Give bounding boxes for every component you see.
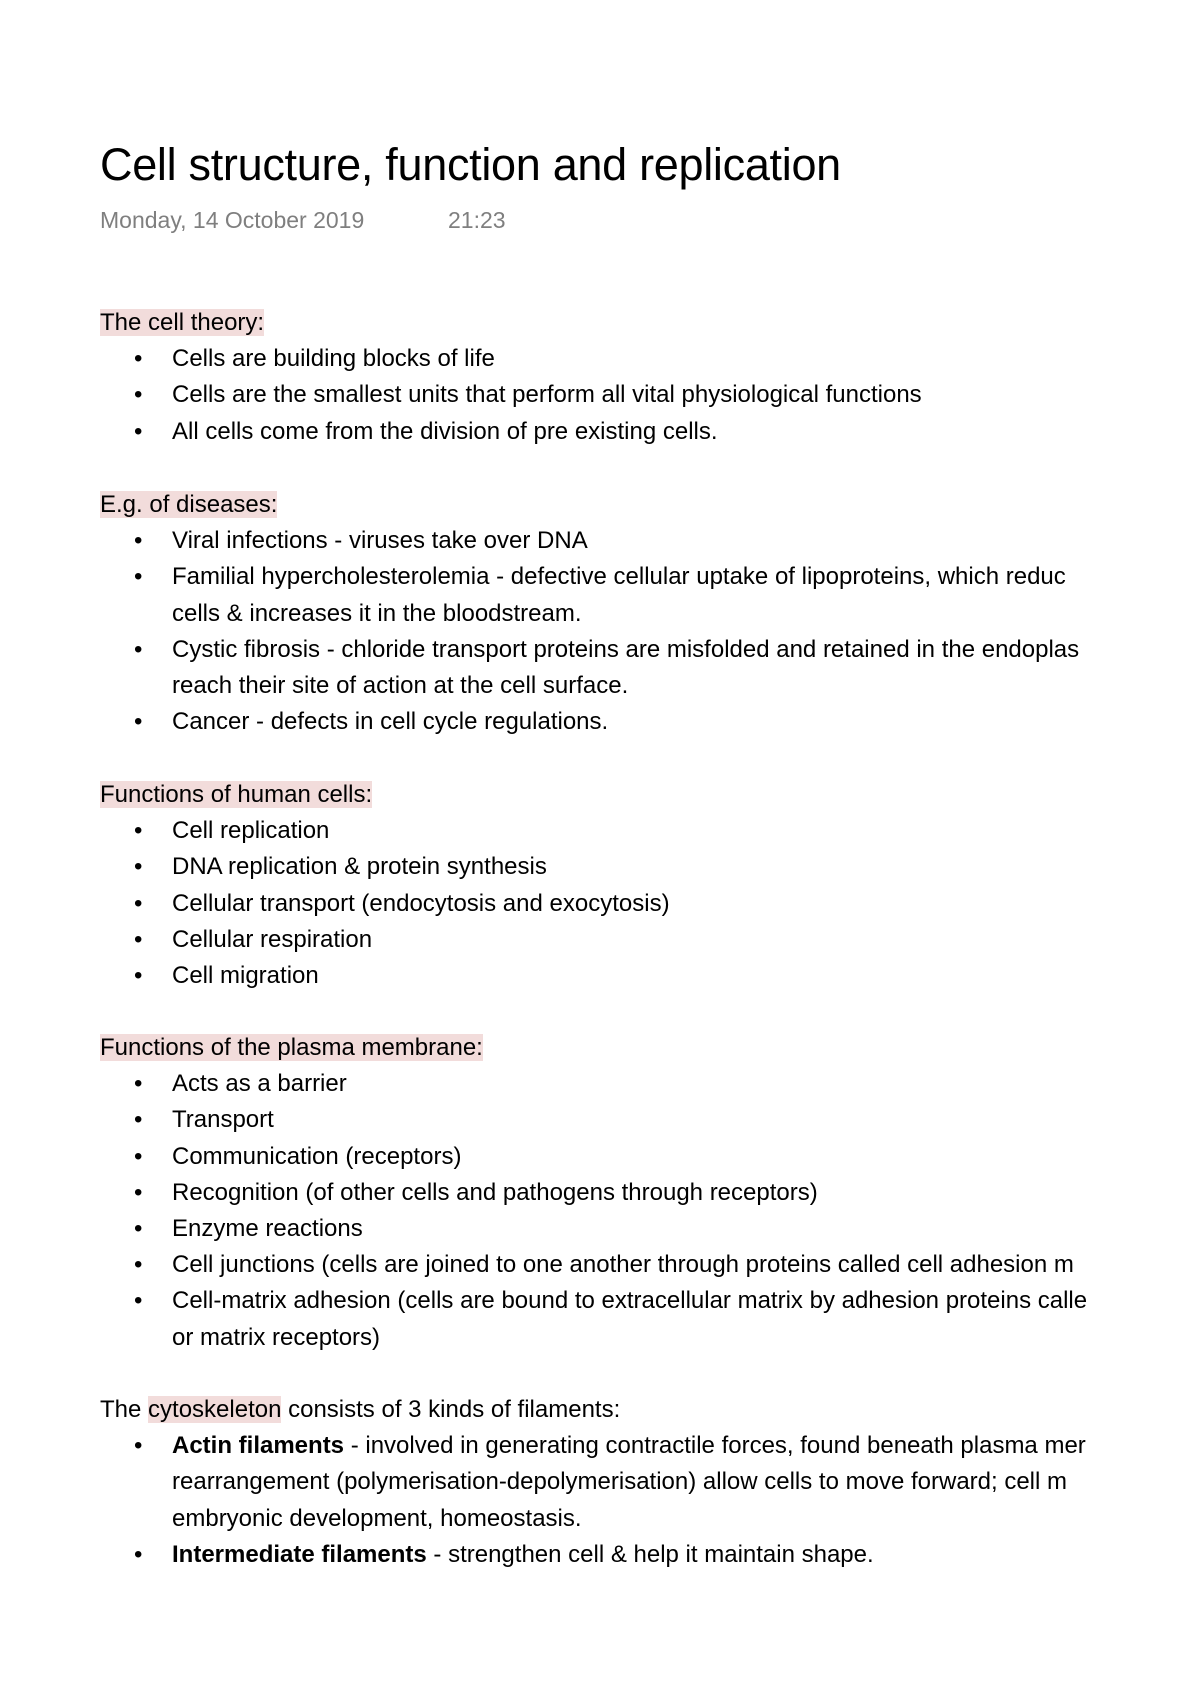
section-heading: E.g. of diseases: — [100, 491, 278, 518]
bullet-icon: • — [134, 962, 143, 990]
section-heading: The cytoskeleton consists of 3 kinds of filaments: — [100, 1396, 621, 1423]
bullet-icon: • — [134, 708, 143, 736]
page-time: 21:23 — [448, 207, 506, 233]
bullet-icon: • — [134, 1215, 143, 1243]
list-item: • All cells come from the division of pre existing cells. — [100, 414, 1200, 450]
page-date: Monday, 14 October 2019 — [100, 207, 365, 233]
section-plasma-membrane — [100, 1030, 1200, 1356]
list-item: • Familial hypercholesterolemia - defective cellular uptake of lipoproteins, which reduc cells & increases it in the bloodstream. — [100, 559, 1200, 631]
section-diseases — [100, 487, 1200, 740]
bullet-list — [100, 813, 1200, 994]
bullet-icon: • — [134, 1178, 143, 1206]
list-item: • Transport — [100, 1102, 1200, 1138]
list-item: • Cellular transport (endocytosis and exocytosis) — [100, 886, 1200, 922]
bullet-icon: • — [134, 563, 143, 591]
bullet-icon: • — [134, 925, 143, 953]
list-item: • Recognition (of other cells and pathogens through receptors) — [100, 1175, 1200, 1211]
list-item: • Viral infections - viruses take over DNA — [100, 523, 1200, 559]
section-cytoskeleton — [100, 1392, 1200, 1573]
bullet-list — [100, 1066, 1200, 1356]
bullet-list — [100, 341, 1200, 450]
bullet-icon: • — [134, 889, 143, 917]
list-item: • Actin filaments - involved in generating contractile forces, found beneath plasma mer rearrangement (polymerisation-depolymerisation) allow cells to move forward; cell m embryonic development, homeostasis. — [100, 1428, 1200, 1537]
section-heading: Functions of human cells: — [100, 781, 373, 808]
bullet-icon: • — [134, 1142, 143, 1170]
highlighted-term: cytoskeleton — [148, 1396, 282, 1423]
bullet-icon: • — [134, 1106, 143, 1134]
bullet-icon: • — [134, 417, 143, 445]
section-heading: Functions of the plasma membrane: — [100, 1034, 483, 1061]
list-item: • DNA replication & protein synthesis — [100, 849, 1200, 885]
bullet-icon: • — [134, 1251, 143, 1279]
bullet-list — [100, 523, 1200, 740]
list-item: • Cell-matrix adhesion (cells are bound to extracellular matrix by adhesion proteins calle or matrix receptors) — [100, 1283, 1200, 1355]
bullet-icon: • — [134, 853, 143, 881]
section-functions-human-cells — [100, 777, 1200, 994]
bullet-icon: • — [134, 635, 143, 663]
bullet-icon: • — [134, 1287, 143, 1315]
section-heading: The cell theory: — [100, 309, 265, 336]
bullet-icon: • — [134, 345, 143, 373]
list-item: • Cells are the smallest units that perform all vital physiological functions — [100, 377, 1200, 413]
bullet-icon: • — [134, 817, 143, 845]
bullet-icon: • — [134, 1540, 143, 1568]
bullet-icon: • — [134, 1432, 143, 1460]
list-item: • Cancer - defects in cell cycle regulations. — [100, 704, 1200, 740]
list-item: • Cell migration — [100, 958, 1200, 994]
list-item: • Cellular respiration — [100, 922, 1200, 958]
list-item: • Cell junctions (cells are joined to one another through proteins called cell adhesion m — [100, 1247, 1200, 1283]
bullet-icon: • — [134, 527, 143, 555]
page-meta — [100, 202, 506, 238]
list-item: • Intermediate filaments - strengthen cell & help it maintain shape. — [100, 1537, 1200, 1573]
list-item: • Cells are building blocks of life — [100, 341, 1200, 377]
bullet-icon: • — [134, 381, 143, 409]
list-item: • Communication (receptors) — [100, 1139, 1200, 1175]
section-cell-theory — [100, 305, 1200, 450]
list-item: • Enzyme reactions — [100, 1211, 1200, 1247]
bullet-icon: • — [134, 1070, 143, 1098]
bullet-list — [100, 1428, 1200, 1573]
list-item: • Acts as a barrier — [100, 1066, 1200, 1102]
list-item: • Cell replication — [100, 813, 1200, 849]
page-title: Cell structure, function and replication — [100, 139, 841, 190]
list-item: • Cystic fibrosis - chloride transport proteins are misfolded and retained in the endoplas reach their site of action at the cell surface. — [100, 632, 1200, 704]
